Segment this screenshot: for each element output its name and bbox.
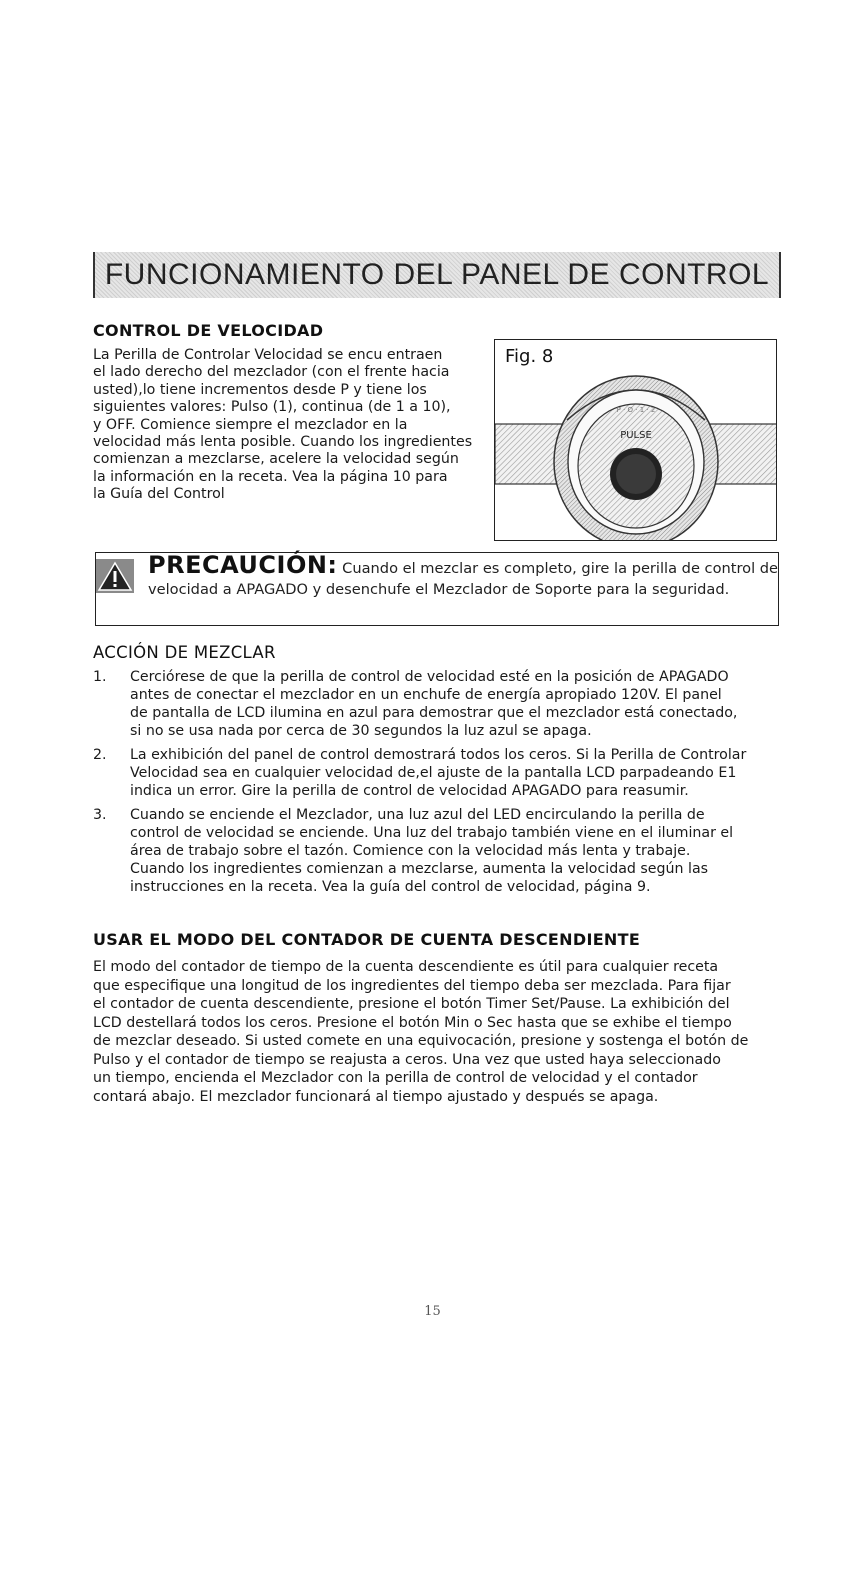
speed-line: La Perilla de Controlar Velocidad se encu entraen	[93, 347, 443, 363]
speed-line: comienzan a mezclarse, acelere la velocidad según	[93, 451, 459, 468]
caution-word: PRECAUCIÓN:	[148, 551, 338, 579]
section-banner	[93, 252, 781, 298]
step-line: indica un error. Gire la perilla de control de velocidad APAGADO para reasumir.	[130, 783, 689, 799]
step-line: área de trabajo sobre el tazón. Comience con la velocidad más lenta y trabaje.	[130, 843, 691, 859]
countdown-line: LCD destellará todos los ceros. Presione el botón Min o Sec hasta que se exhibe el tiempo	[93, 1014, 732, 1031]
step-line: Cuando se enciende el Mezclador, una luz azul del LED encirculando la perilla de	[130, 807, 705, 823]
countdown-line: que especifique una longitud de los ingredientes del tiempo deba ser mezclada. Para fijar	[93, 977, 731, 994]
list-item	[93, 746, 783, 800]
speed-line: la información en la receta. Vea la página 10 para	[93, 468, 448, 485]
countdown-line: de mezclar deseado. Si usted comete en una equivocación, presione y sostenga el botón de	[93, 1033, 749, 1049]
countdown-line: Pulso y el contador de tiempo se reajusta a ceros. Una vez que usted haya seleccionado	[93, 1051, 721, 1068]
countdown-line: El modo del contador de tiempo de la cuenta descendiente es útil para cualquier receta	[93, 959, 719, 975]
step-line: de pantalla de LCD ilumina en azul para demostrar que el mezclador está conectado,	[130, 705, 738, 721]
countdown-paragraph	[93, 958, 783, 1106]
countdown-line: un tiempo, encienda el Mezclador con la perilla de control de velocidad y el contador	[93, 1070, 698, 1086]
caution-line-2: velocidad a APAGADO y desenchufe el Mezclador de Soporte para la seguridad.	[148, 581, 730, 598]
countdown-heading: USAR EL MODO DEL CONTADOR DE CUENTA DESCENDIENTE	[93, 930, 641, 949]
knob-label: PULSE	[620, 430, 652, 441]
mixing-heading: ACCIÓN DE MEZCLAR	[93, 643, 276, 662]
figure-label: Fig. 8	[505, 346, 554, 367]
speed-control-heading: CONTROL DE VELOCIDAD	[93, 321, 324, 340]
list-item	[93, 668, 783, 740]
speed-line: siguientes valores: Pulso (1), continua (de 1 a 10),	[93, 399, 451, 416]
speed-line: velocidad más lenta posible. Cuando los ingredientes	[93, 434, 473, 451]
speed-knob-illustration	[495, 340, 777, 541]
step-line: control de velocidad se enciende. Una luz del trabajo también viene en el iluminar el	[130, 825, 734, 841]
dial-markings: · P · O · 1 · 2 ·	[612, 406, 660, 414]
figure-speed-knob	[494, 339, 777, 541]
step-line: La exhibición del panel de control demostrará todos los ceros. Si la Perilla de Controlar	[130, 747, 747, 763]
speed-line: el lado derecho del mezclador (con el frente hacia	[93, 364, 450, 381]
mixing-steps	[93, 668, 783, 902]
banner-title: FUNCIONAMIENTO DEL PANEL DE CONTROL	[104, 258, 770, 291]
step-line: Cerciórese de que la perilla de control de velocidad esté en la posición de APAGADO	[130, 669, 729, 685]
caution-line-1: Cuando el mezclar es completo, gire la perilla de control de	[342, 560, 779, 577]
step-line: Cuando los ingredientes comienzan a mezclarse, aumenta la velocidad según las	[130, 861, 709, 877]
step-number: 1.	[93, 669, 107, 685]
speed-line: la Guía del Control	[93, 486, 225, 503]
step-number: 2.	[93, 747, 107, 763]
step-line: instrucciones en la receta. Vea la guía del control de velocidad, página 9.	[130, 879, 651, 895]
speed-line: y OFF. Comience siempre el mezclador en la	[93, 416, 408, 433]
page-number: 15	[424, 1304, 441, 1319]
step-line: si no se usa nada por cerca de 30 segundos la luz azul se apaga.	[130, 723, 592, 739]
countdown-line: contará abajo. El mezclador funcionará al tiempo ajustado y después se apaga.	[93, 1088, 659, 1105]
speed-line: usted),lo tiene incrementos desde P y tiene los	[93, 381, 427, 398]
step-number: 3.	[93, 807, 107, 823]
step-line: antes de conectar el mezclador en un enchufe de energía apropiado 120V. El panel	[130, 687, 722, 703]
warning-icon	[96, 559, 134, 593]
list-item	[93, 806, 783, 896]
speed-control-paragraph	[93, 347, 491, 504]
caution-box	[95, 552, 779, 626]
countdown-line: el contador de cuenta descendiente, presione el botón Timer Set/Pause. La exhibición del	[93, 996, 730, 1012]
caution-text	[148, 551, 780, 600]
step-line: Velocidad sea en cualquier velocidad de,el ajuste de la pantalla LCD parpadeando E1	[130, 765, 737, 781]
